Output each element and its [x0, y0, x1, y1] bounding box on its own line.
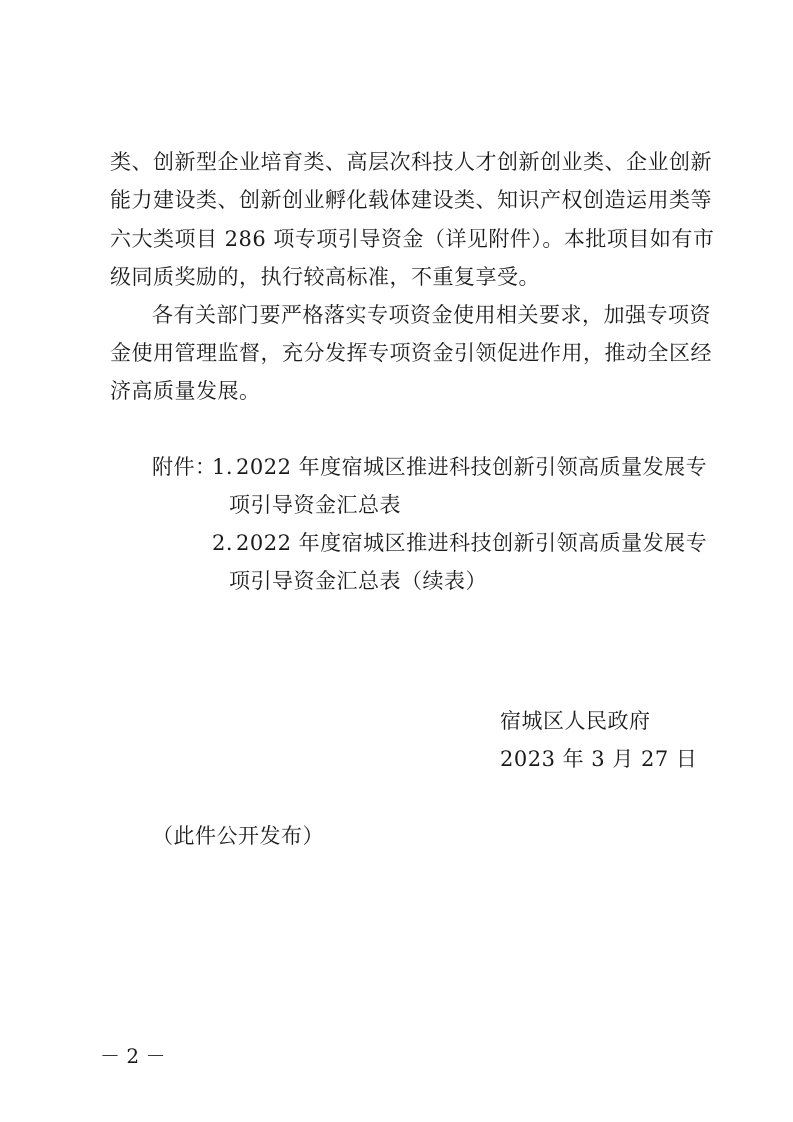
paragraph-2-line-3: 济高质量发展。	[110, 379, 261, 403]
paragraph-2-line-1: 各有关部门要严格落实专项资金使用相关要求，加强专项资	[152, 303, 711, 327]
publication-note: （此件公开发布）	[152, 824, 324, 848]
paragraph-1-line-3: 六大类项目 286 项专项引导资金（详见附件）。本批项目如有市	[110, 227, 715, 251]
paragraph-1-line-4: 级同质奖励的，执行较高标准，不重复享受。	[110, 265, 540, 289]
attachment-1-title-line-1: 2022 年度宿城区推进科技创新引领高质量发展专	[236, 455, 708, 479]
paragraph-2-line-2: 金使用管理监督，充分发挥专项资金引领促进作用，推动全区经	[110, 341, 712, 365]
issue-date: 2023 年 3 月 27 日	[500, 747, 698, 771]
attachment-1-number: 1.	[212, 455, 234, 479]
attachment-2-title-line-1: 2022 年度宿城区推进科技创新引领高质量发展专	[236, 531, 708, 555]
paragraph-1-line-1: 类、创新型企业培育类、高层次科技人才创新创业类、企业创新	[110, 150, 712, 174]
attachment-2-number: 2.	[212, 531, 234, 555]
attachments-label: 附件：	[152, 455, 217, 479]
attachment-1-title-line-2: 项引导资金汇总表	[229, 493, 401, 517]
attachment-2-title-line-2: 项引导资金汇总表（续表）	[229, 569, 487, 593]
issuer-name: 宿城区人民政府	[500, 709, 651, 733]
page-number: － 2 －	[100, 1044, 166, 1068]
paragraph-1-line-2: 能力建设类、创新创业孵化载体建设类、知识产权创造运用类等	[110, 188, 712, 212]
